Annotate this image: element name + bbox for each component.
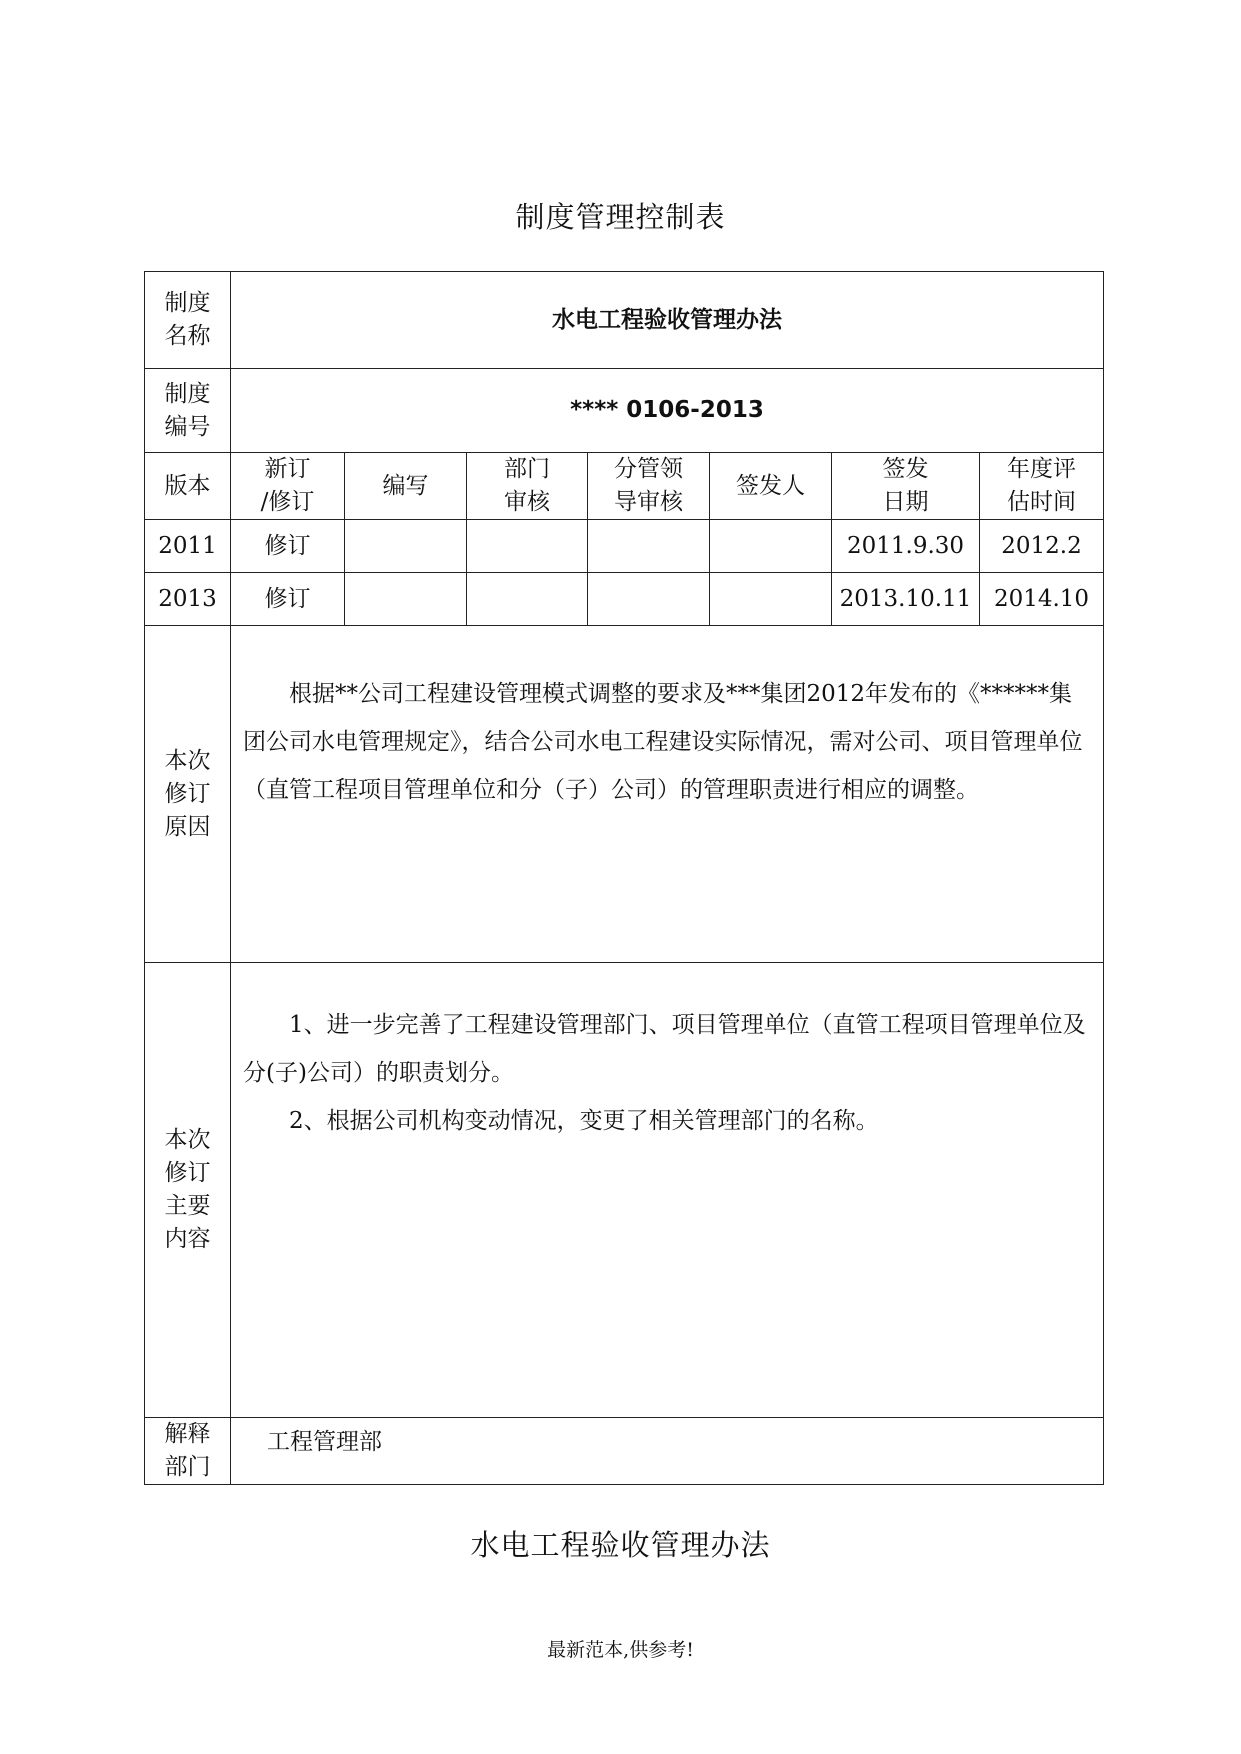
dept-value: 工程管理部 xyxy=(231,1418,1104,1485)
cell-type: 修订 xyxy=(231,520,345,573)
section-title: 水电工程验收管理办法 xyxy=(470,1528,771,1562)
header-type: 新订 /修订 xyxy=(231,453,345,520)
regulation-name: 水电工程验收管理办法 xyxy=(231,272,1104,369)
header-issue-date: 签发 日期 xyxy=(832,453,980,520)
name-row xyxy=(145,272,1104,369)
content-cell xyxy=(231,963,1104,1418)
page-title: 制度管理控制表 xyxy=(515,200,726,234)
cell-signer xyxy=(710,520,832,573)
dept-label: 解释 部门 xyxy=(145,1418,231,1485)
header-row xyxy=(145,453,1104,520)
header-dept-review: 部门 审核 xyxy=(467,453,588,520)
cell-date: 2013.10.11 xyxy=(832,573,980,626)
code-label: 制度 编号 xyxy=(145,369,231,453)
cell-author xyxy=(345,573,467,626)
cell-leader xyxy=(588,573,710,626)
cell-signer xyxy=(710,573,832,626)
code-row xyxy=(145,369,1104,453)
name-label: 制度 名称 xyxy=(145,272,231,369)
header-eval-time: 年度评 估时间 xyxy=(980,453,1104,520)
content-item: 2、根据公司机构变动情况，变更了相关管理部门的名称。 xyxy=(289,1108,879,1134)
reason-text: 根据**公司工程建设管理模式调整的要求及***集团2012年发布的《******集团公司水电管理规定》，结合公司水电工程建设实际情况，需对公司、项目管理单位（直管工程项目管理单位和分（子）公司）的管理职责进行相应的调整。 xyxy=(243,681,1083,803)
content-item: 1、进一步完善了工程建设管理部门、项目管理单位（直管工程项目管理单位及分(子)公司）的职责划分。 xyxy=(243,1012,1086,1086)
cell-version: 2013 xyxy=(145,573,231,626)
cell-version: 2011 xyxy=(145,520,231,573)
reason-label: 本次 修订 原因 xyxy=(145,626,231,963)
reason-cell xyxy=(231,626,1104,963)
content-label: 本次 修订 主要 内容 xyxy=(145,963,231,1418)
header-version: 版本 xyxy=(145,453,231,520)
cell-eval: 2012.2 xyxy=(980,520,1104,573)
cell-type: 修订 xyxy=(231,573,345,626)
page-footer: 最新范本,供参考! xyxy=(547,1639,694,1661)
table-row xyxy=(145,520,1104,573)
cell-leader xyxy=(588,520,710,573)
cell-dept xyxy=(467,520,588,573)
content-row xyxy=(145,963,1104,1418)
control-table xyxy=(144,271,1104,1485)
header-signer: 签发人 xyxy=(710,453,832,520)
cell-dept xyxy=(467,573,588,626)
cell-date: 2011.9.30 xyxy=(832,520,980,573)
header-author: 编写 xyxy=(345,453,467,520)
table-row xyxy=(145,573,1104,626)
cell-eval: 2014.10 xyxy=(980,573,1104,626)
regulation-code: **** 0106-2013 xyxy=(231,369,1104,453)
header-leader-review: 分管领 导审核 xyxy=(588,453,710,520)
dept-row xyxy=(145,1418,1104,1485)
reason-row xyxy=(145,626,1104,963)
cell-author xyxy=(345,520,467,573)
